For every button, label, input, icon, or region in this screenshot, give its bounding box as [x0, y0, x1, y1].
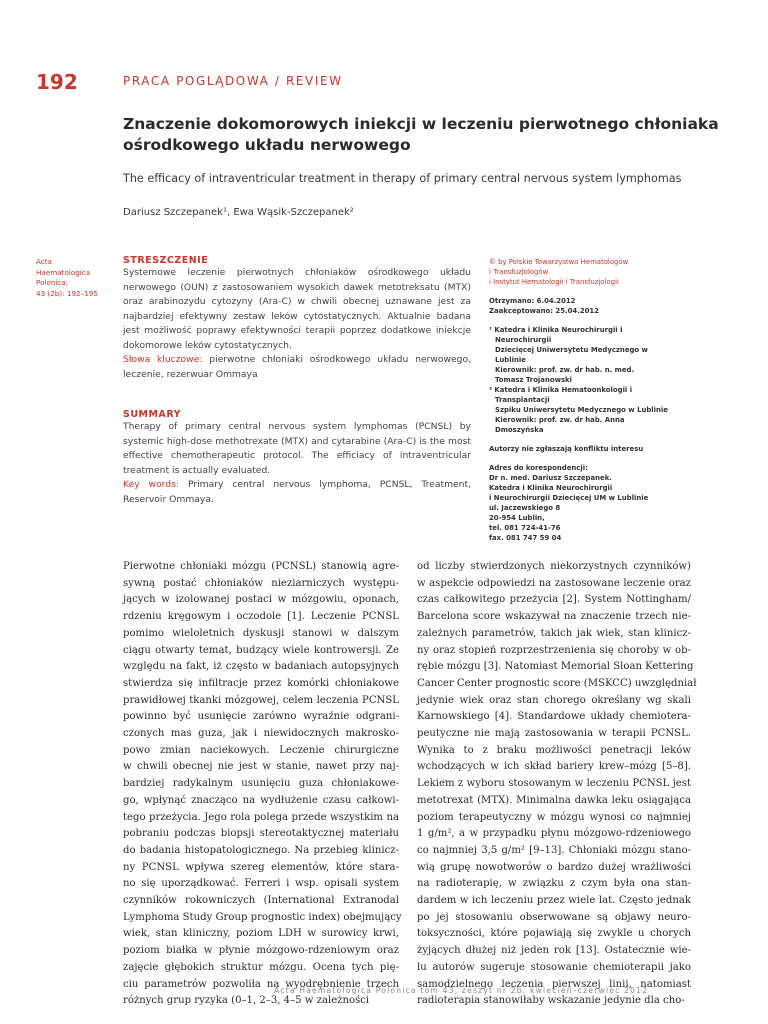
body-column-right — [417, 559, 697, 1010]
body-text-line: poziom białka w płynie mózgowo-rdzeniowym oraz — [123, 945, 399, 957]
body-text-line: na radioterapię, w związku z czym była ona stan- — [417, 878, 691, 890]
article-title: Znaczenie dokomorowych iniekcji w leczeniu pierwotnego chłoniaka ośrodkowego układu nerwowego — [123, 115, 719, 154]
body-text-line: samodzielnego leczenia pierwszej linii, natomiast — [417, 978, 691, 990]
body-text-line: Cancer Center prognostic score (MSKCC) uwzględniał — [417, 677, 697, 689]
journal-line: Haematologica — [36, 267, 91, 277]
body-text-line: pomimo wieloletnich dyskusji stanowi w dalszym — [123, 627, 399, 639]
streszczenie-section — [123, 255, 471, 382]
affiliation-line: ² Katedra i Klinika Hematoonkologii i Transplantacji — [489, 386, 633, 404]
copyright — [489, 257, 669, 287]
journal-citation — [36, 257, 116, 299]
affiliation-2 — [489, 385, 669, 435]
correspondence-line: fax. 081 747 59 04 — [489, 534, 562, 542]
body-text-line: rębie mózgu [3]. Natomiast Memorial Sloan Kettering — [417, 661, 694, 673]
correspondence-line: i Neurochirurgii Dziecięcej UM w Lublinie — [489, 494, 649, 502]
body-text-line: stwierdza się infiltracje przez komórki chłoniakowe — [123, 677, 399, 689]
body-text-line: metotrexat (MTX). Minimalna dawka leku osiągająca — [417, 794, 691, 806]
body-text-line: ciu parametrów pozwoliła na wyodrębnienie trzech — [123, 978, 399, 990]
copyright-line: © by Polskie Towarzystwo Hematologów — [489, 258, 629, 266]
journal-line: Polonica; — [36, 278, 69, 288]
body-text-line: jedynie wiek oraz stan chorego określany wg skali — [417, 694, 691, 706]
affiliation-line: Kierownik: prof. zw. dr hab. n. med. — [495, 366, 635, 374]
body-text-line: lu autorów sugeruje stosowanie chemioterapii jako — [417, 961, 691, 973]
body-text-line: jących w izolowanej postaci w mózgowiu, oponach, — [123, 594, 399, 606]
page-number: 192 — [36, 70, 78, 94]
body-text-line: tego przeżycia. Jego rola polega przede wszystkim na — [123, 811, 399, 823]
keywords-text: pierwotne chłoniaki ośrodkowego układu nerwowego, leczenie, rezerwuar Ommaya — [123, 354, 471, 380]
body-text-line: do badania histopatologicznego. Na przebieg klinicz- — [123, 844, 399, 856]
affiliation-1 — [489, 325, 669, 385]
summary-keywords — [123, 478, 471, 507]
body-text-line: pobraniu podczas biopsji stereotaktycznej materiału — [123, 828, 399, 840]
affiliation-line: Dziecięcej Uniwersytetu Medycznego w Lublinie — [495, 346, 648, 364]
body-text-line: co najmniej 3,5 g/m² [9–13]. Chłoniaki mózgu stano- — [417, 844, 691, 856]
body-column-left — [123, 559, 402, 1010]
keywords-label: Key words: — [123, 479, 180, 490]
affiliation-line: Tomasz Trojanowski — [495, 376, 572, 384]
body-text-line: powo zmian naciekowych. Leczenie chirurgiczne — [123, 744, 399, 756]
body-text-line: ny PCNSL wpływa szereg elementów, które stara- — [123, 861, 399, 873]
footer-citation: Acta Haematologica Polonica tom 43, zeszyt nr 2b, kwiecień–czerwiec 2012 — [274, 986, 649, 995]
body-text-line: wiek, stan kliniczny, poziom LDH w surowicy krwi, — [123, 928, 399, 940]
body-text-line: prawidłowej tkanki mózgowej, celem leczenia PCNSL — [123, 694, 399, 706]
summary-heading: SUMMARY — [123, 409, 181, 420]
body-text-line: żyjących dłużej niż jeden rok [13]. Ostatecznie wie- — [417, 945, 691, 957]
conflict-statement: Autorzy nie zgłaszają konfliktu interesu — [489, 445, 644, 453]
body-text-line: zależnych parametrów, takich jak wiek, stan klinicz- — [417, 627, 691, 639]
body-text-line: wią grupę nowotworów o bardzo dużej wrażliwości — [417, 861, 691, 873]
body-text-line: Lekiem z wyboru stosowanym w leczeniu PCNSL jest — [417, 778, 691, 790]
correspondence-line: Katedra i Klinika Neurochirurgii — [489, 484, 613, 492]
body-text-line: po jej stosowaniu obserwowane są objawy neuro- — [417, 911, 691, 923]
body-text-line: Barcelona score wskazywał na znaczenie trzech nie- — [417, 611, 691, 623]
received-date: Otrzymano: 6.04.2012 — [489, 297, 576, 305]
streszczenie-heading: STRESZCZENIE — [123, 255, 209, 266]
body-text-line: sywną postać chłoniaków nieziarniczych występu- — [123, 577, 399, 589]
body-text-line: Karnowskiego [4]. Standardowe układy chemiotera- — [417, 711, 691, 723]
correspondence-line: Adres do korespondencji: — [489, 464, 588, 472]
body-text-line: czas całkowitego przeżycia [2]. System Nottingham/ — [417, 594, 691, 606]
copyright-line: i Transfuzjologów — [489, 268, 549, 276]
article-info — [489, 257, 669, 543]
body-text-line: dardem w ich leczeniu przez wiele lat. Często jednak — [417, 895, 691, 907]
journal-line: 43 (2b): 192–195 — [36, 288, 98, 298]
correspondence-line: Dr n. med. Dariusz Szczepanek. — [489, 474, 612, 482]
body-text-line: od liczby stwierdzonych niekorzystnych czynników) — [417, 561, 691, 572]
article-subtitle: The efficacy of intraventricular treatment in therapy of primary central nervous system lymphomas — [123, 172, 682, 185]
body-text-line: zajęcie głębokich struktur mózgu. Ocena tych pię- — [123, 961, 399, 973]
keywords-label: Słowa kluczowe: — [123, 354, 203, 365]
copyright-line: i Instytut Hematologii i Transfuzjologii — [489, 278, 619, 286]
body-text-line: czynników rokowniczych (International Extranodal — [123, 895, 399, 907]
body-text-line: ciągu otwarty temat, budzący wiele kontrowersji. Ze — [123, 644, 399, 656]
body-text-line: Wynika to z braku możliwości penetracji leków — [417, 744, 691, 756]
body-text-line: wchodzących w ich skład bariery krew–mózg [5–8]. — [417, 761, 691, 773]
correspondence-line: ul. Jaczewskiego 8 — [489, 504, 561, 512]
body-text-line: w aspekcie odpowiedzi na zastosowane leczenie oraz — [417, 577, 691, 589]
streszczenie-text: Systemowe leczenie pierwotnych chłoniaków ośrodkowego układu nerwowego (OUN) z zastosowaniem wysokich dawek metotreksatu (MTX) oraz arabinozydu cytozyny (Ara-C) w chwili obecnej uznawane jest za najbardziej efektywny zestaw leków cytostatycznych. Aktualnie badana jest możliwość poprawy efektywności terapii poprzez dodatkowe iniekcje dokomorowe leków cytostatycznych. — [123, 267, 471, 351]
section-label: PRACA POGLĄDOWA / REVIEW — [123, 74, 343, 88]
body-text-line: w chwili obecnej nie jest w stanie, nawet przy naj- — [123, 761, 399, 773]
affiliation-line: ¹ Katedra i Klinika Neurochirurgii i Neurochirurgii — [489, 326, 623, 344]
affiliation-line: Kierownik: prof. zw. dr hab. Anna Dmoszyńska — [495, 416, 625, 434]
body-text-line: poziom terapeutyczny w mózgu wynosi co najmniej — [417, 811, 691, 823]
body-text-line: powinno być usunięcie zarówno wyraźnie odgrani- — [123, 711, 399, 723]
accepted-date: Zaakceptowano: 25.04.2012 — [489, 307, 599, 315]
body-text-line: Pierwotne chłoniaki mózgu (PCNSL) stanowią agre- — [123, 561, 399, 572]
streszczenie-keywords — [123, 353, 471, 382]
body-text-line: radioterapia stanowiłaby wskazanie jedynie dla cho- — [417, 995, 685, 1007]
summary-text: Therapy of primary central nervous system lymphomas (PCNSL) by systemic high-dose methotrexate (MTX) and cytarabine (Ara-C) is the most effective chemotherapeutic protocol. The efficiacy of intraventricular treatment is actually evaluated. — [123, 421, 471, 476]
correspondence — [489, 463, 669, 543]
correspondence-line: 20-954 Lublin, — [489, 514, 545, 522]
body-text-line: 1 g/m², a w przypadku płynu mózgowo-rdzeniowego — [417, 828, 691, 840]
body-text-line: ny oraz stopień rozprzestrzenienia się choroby w ob- — [417, 644, 691, 656]
body-text-line: peutyczne nie mają zastosowania w terapii PCNSL. — [417, 728, 691, 740]
body-text-line: Lymphoma Study Group prognostic index) obejmujący — [123, 911, 402, 923]
body-text-line: czonych mas guza, jak i niewidocznych makrosko- — [123, 728, 399, 740]
summary-section — [123, 409, 471, 507]
body-text-line: względu na fakt, iż często w badaniach autopsyjnych — [123, 661, 399, 673]
body-text-line: bardziej radykalnym usunięciu guza chłoniakowe- — [123, 778, 399, 790]
body-text-line: rdzeniu kręgowym i oczodole [1]. Leczenie PCNSL — [123, 611, 399, 623]
keywords-text: Primary central nervous lymphoma, PCNSL, Treatment, Reservoir Ommaya. — [123, 479, 472, 505]
affiliation-line: Szpiku Uniwersytetu Medycznego w Lublinie — [495, 406, 668, 414]
body-text-line: go, wpłynąć znacząco na wydłużenie czasu całkowi- — [123, 794, 399, 806]
journal-line: Acta — [36, 257, 52, 266]
correspondence-line: tel. 081 724-41-76 — [489, 524, 561, 532]
authors: Dariusz Szczepanek¹, Ewa Wąsik-Szczepanek² — [123, 207, 354, 218]
body-text-line: różnych grup ryzyka (0–1, 2–3, 4–5 w zależności — [123, 995, 370, 1007]
body-text-line: no się uporządkować. Ferreri i wsp. opisali system — [123, 878, 399, 890]
body-text-line: toksyczności, które pojawiają się zwykle u chorych — [417, 928, 691, 940]
